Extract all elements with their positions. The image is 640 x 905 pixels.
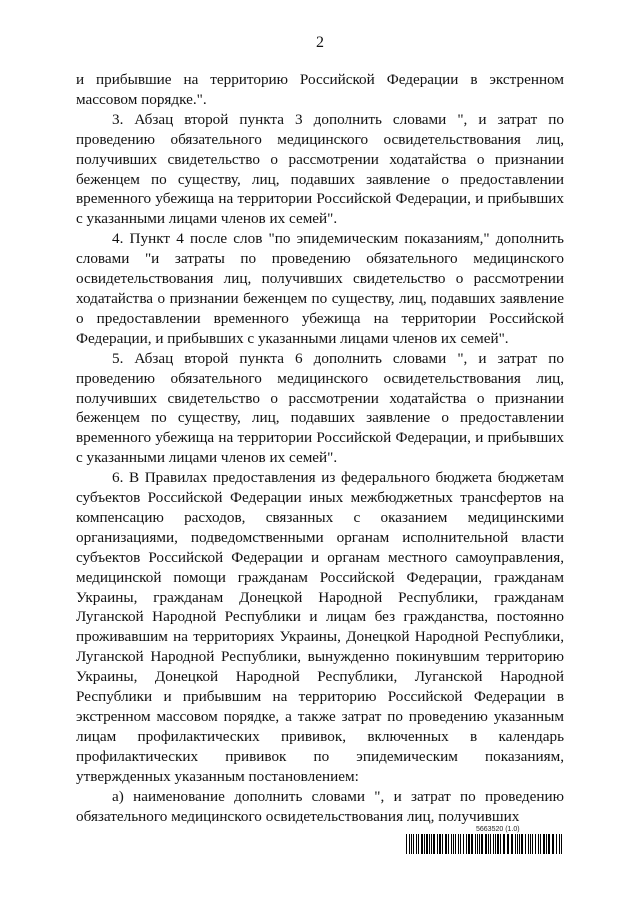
- paragraph-item-5: 5. Абзац второй пункта 6 дополнить словами ", и затрат по проведению обязательного медицинского освидетельствования лиц, получивших свидетельство о рассмотрении ходатайства о признании беженцем по существу, лиц, подавших заявление о предоставлении временного убежища на территории Российской Федерации, и прибывших с указанными лицами членов их семей".: [76, 349, 564, 467]
- page-number: 2: [316, 34, 324, 51]
- document-body: [76, 70, 564, 826]
- paragraph-item-4: 4. Пункт 4 после слов "по эпидемическим показаниям," дополнить словами "и затраты по проведению обязательного медицинского освидетельствования лиц, получивших свидетельство о рассмотрении ходатайства о признании беженцем по существу, лиц, подавших заявление о предоставлении временного убежища на территории Российской Федерации, и прибывших с указанными лицами членов их семей".: [76, 230, 564, 347]
- paragraph-item-3: 3. Абзац второй пункта 3 дополнить словами ", и затрат по проведению обязательного медицинского освидетельствования лиц, получивших свидетельство о рассмотрении ходатайства о признании беженцем по существу, лиц, подавших заявление о предоставлении временного убежища на территории Российской Федерации, и прибывших с указанными лицами членов их семей".: [76, 110, 564, 228]
- paragraph-continuation: и прибывшие на территорию Российской Федерации в экстренном массовом порядке.".: [76, 71, 564, 108]
- barcode-image: [406, 834, 563, 854]
- paragraph-item-6: 6. В Правилах предоставления из федерального бюджета бюджетам субъектов Российской Федерации иных межбюджетных трансфертов на компенсацию расходов, связанных с оказанием медицинскими организациями, подведомственными органам исполнительной власти субъектов Российской Федерации и органам местного самоуправления, медицинской помощи гражданам Российской Федерации, гражданам Украины, гражданам Донецкой Народной Республики, гражданам Луганской Народной Республики и лицам без гражданства, постоянно проживавшим на территориях Украины, Донецкой Народной Республики, Луганской Народной Республики, вынужденно покинувшим территорию Украины, Донецкой Народной Республики, Луганской Народной Республики и прибывшим на территорию Российской Федерации в экстренном массовом порядке, а также затрат по проведению указанным лицам профилактических прививок, включенных в календарь профилактических прививок по эпидемическим показаниям, утвержденных указанным постановлением:: [76, 469, 564, 785]
- document-code: 5663520 (1.0): [476, 826, 520, 833]
- paragraph-subitem-a: а) наименование дополнить словами ", и затрат по проведению обязательного медицинского освидетельствования лиц, получивших: [76, 787, 564, 825]
